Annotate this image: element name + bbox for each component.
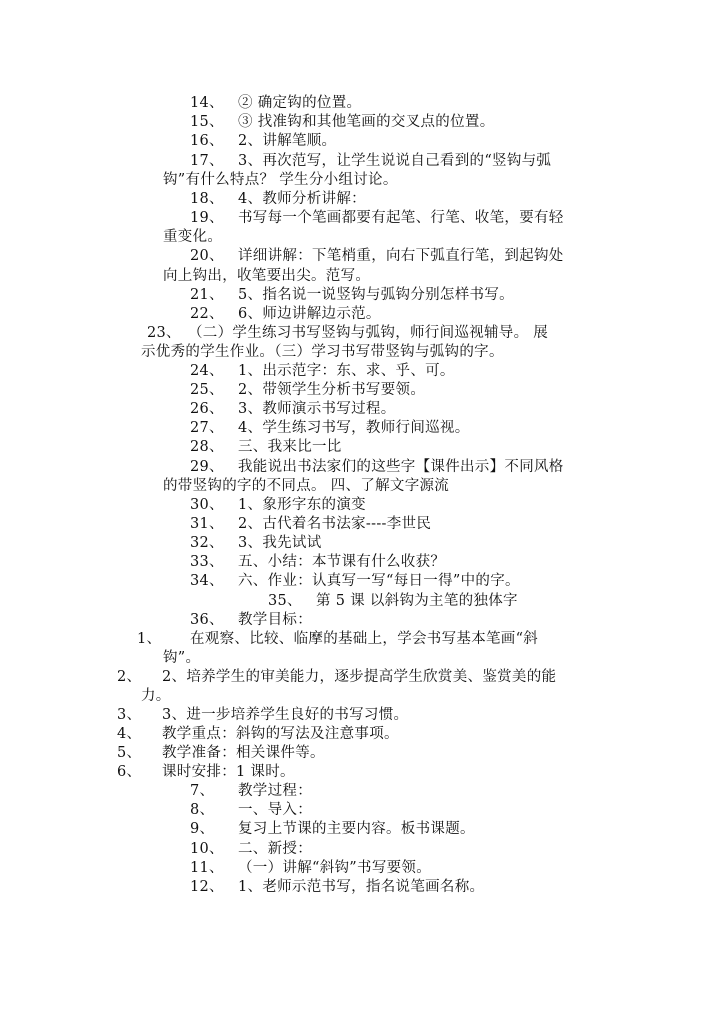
line-text: 二、新授： — [238, 841, 312, 857]
line-number: 16、 — [190, 133, 224, 149]
line-text: 详细讲解：下笔梢重，向右下弧直行笔，到起钩处 — [238, 248, 564, 264]
line-number: 32、 — [190, 535, 224, 551]
line-number: 36、 — [190, 612, 224, 628]
line-text: 5、指名说一说竖钩与弧钩分别怎样书写。 — [238, 287, 514, 303]
line-text: 2、带领学生分析书写要领。 — [238, 382, 426, 398]
line-text: 1、出示范字：东、求、乎、可。 — [238, 363, 455, 379]
line-number: 33、 — [190, 554, 224, 570]
line-number: 2、 — [117, 669, 142, 685]
line-text: 3、我先试试 — [238, 535, 322, 551]
line-number: 34、 — [190, 573, 224, 589]
line-number: 22、 — [190, 306, 224, 322]
line-text: 第 5 课 以斜钩为主笔的独体字 — [316, 593, 518, 609]
line-text: （二）学生练习书写竖钩与弧钩，师行间巡视辅导。 展 — [188, 325, 549, 341]
line-number: 24、 — [190, 363, 224, 379]
line-number: 35、 — [268, 593, 302, 609]
line-text: 课时安排：1 课时。 — [162, 764, 295, 780]
line-text: 教学重点：斜钩的写法及注意事项。 — [162, 726, 399, 742]
line-number: 23、 — [147, 325, 181, 341]
line-text: 一、导入： — [238, 802, 312, 818]
line-number: 14、 — [190, 95, 224, 111]
line-number: 8、 — [190, 802, 215, 818]
line-text: 教学过程： — [238, 783, 312, 799]
line-number: 6、 — [117, 764, 142, 780]
line-text: ③ 找准钩和其他笔画的交叉点的位置。 — [238, 114, 495, 130]
line-text: 2、古代着名书法家----李世民 — [238, 516, 432, 532]
line-text: ② 确定钩的位置。 — [238, 95, 362, 111]
line-number: 4、 — [117, 726, 142, 742]
line-text: 1、象形字东的演变 — [238, 497, 366, 513]
line-number: 11、 — [190, 860, 224, 876]
line-text: 复习上节课的主要内容。板书课题。 — [238, 821, 475, 837]
line-text: 3、进一步培养学生良好的书写习惯。 — [162, 707, 409, 723]
line-text: （一）讲解“斜钩”书写要领。 — [238, 860, 432, 876]
line-text: 钩”有什么特点？ 学生分小组讨论。 — [163, 172, 398, 188]
line-text: 2、讲解笔顺。 — [238, 133, 337, 149]
line-number: 10、 — [190, 841, 224, 857]
line-text: 教学准备：相关课件等。 — [162, 745, 325, 761]
line-text: 书写每一个笔画都要有起笔、行笔、收笔，要有轻 — [238, 210, 564, 226]
line-number: 28、 — [190, 439, 224, 455]
line-text: 6、师边讲解边示范。 — [238, 306, 381, 322]
line-text: 3、再次范写，让学生说说自己看到的“竖钩与弧 — [238, 153, 552, 169]
line-text: 向上钩出，收笔要出尖。范写。 — [163, 268, 371, 284]
line-text: 六、作业：认真写一写“每日一得”中的字。 — [238, 573, 520, 589]
line-text: 我能说出书法家们的这些字【课件出示】不同风格 — [238, 459, 564, 475]
line-number: 1、 — [137, 631, 162, 647]
line-text: 教学目标： — [238, 612, 312, 628]
line-number: 9、 — [190, 821, 215, 837]
line-number: 27、 — [190, 420, 224, 436]
line-number: 29、 — [190, 459, 224, 475]
line-text: 三、我来比一比 — [238, 439, 342, 455]
line-text: 在观察、比较、临摩的基础上，学会书写基本笔画“斜 — [190, 631, 539, 647]
line-text: 4、学生练习书写，教师行间巡视。 — [238, 420, 470, 436]
line-number: 31、 — [190, 516, 224, 532]
line-number: 26、 — [190, 401, 224, 417]
line-number: 18、 — [190, 191, 224, 207]
line-text: 的带竖钩的字的不同点。 四、了解文字源流 — [163, 478, 450, 494]
line-number: 15、 — [190, 114, 224, 130]
line-number: 7、 — [190, 783, 215, 799]
line-number: 30、 — [190, 497, 224, 513]
line-number: 17、 — [190, 153, 224, 169]
line-number: 25、 — [190, 382, 224, 398]
line-text: 1、老师示范书写，指名说笔画名称。 — [238, 879, 485, 895]
line-number: 5、 — [117, 745, 142, 761]
line-text: 钩”。 — [163, 650, 201, 666]
line-text: 五、小结：本节课有什么收获？ — [238, 554, 446, 570]
line-text: 示优秀的学生作业。（三）学习书写带竖钩与弧钩的字。 — [141, 344, 504, 360]
line-number: 19、 — [190, 210, 224, 226]
line-number: 12、 — [190, 879, 224, 895]
line-text: 力。 — [141, 688, 171, 704]
line-text: 3、教师演示书写过程。 — [238, 401, 396, 417]
line-number: 21、 — [190, 287, 224, 303]
line-text: 2、培养学生的审美能力，逐步提高学生欣赏美、鉴赏美的能 — [162, 669, 557, 685]
line-text: 4、教师分析讲解： — [238, 191, 366, 207]
line-number: 20、 — [190, 248, 224, 264]
line-text: 重变化。 — [163, 229, 223, 245]
line-number: 3、 — [117, 707, 142, 723]
